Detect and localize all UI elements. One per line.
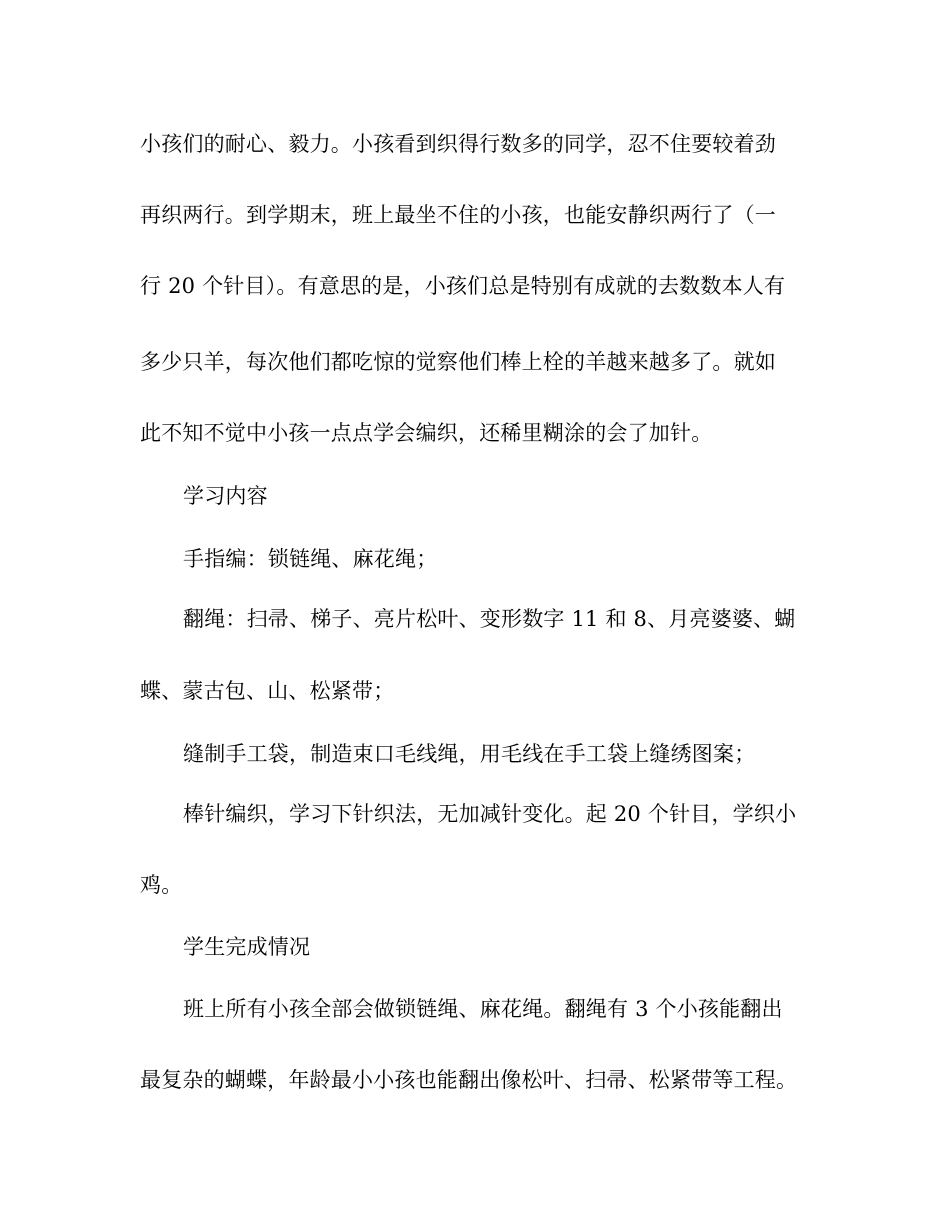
list-item: 翻绳：扫帚、梯子、亮片松叶、变形数字 11 和 8、月亮婆婆、蝴 [183,607,796,631]
list-item: 棒针编织，学习下针织法，无加减针变化。起 20 个针目，学织小 [183,802,797,826]
paragraph-line: 多少只羊，每次他们都吃惊的觉察他们棒上栓的羊越来越多了。就如 [140,350,776,374]
paragraph-line: 最复杂的蝴蝶，年龄最小小孩也能翻出像松叶、扫帚、松紧带等工程。 [140,1068,798,1092]
list-item: 缝制手工袋，制造束口毛线绳，用毛线在手工袋上缝绣图案； [183,742,756,766]
paragraph-line: 此不知不觉中小孩一点点学会编织，还稀里糊涂的会了加针。 [140,421,713,445]
paragraph-line: 行 20 个针目）。有意思的是，小孩们总是特别有成就的去数数本人有 [140,274,786,298]
list-item: 手指编：锁链绳、麻花绳； [183,547,438,571]
list-item-continuation: 鸡。 [140,873,183,897]
list-item-continuation: 蝶、蒙古包、山、松紧带； [140,679,395,703]
paragraph-line: 小孩们的耐心、毅力。小孩看到织得行数多的同学，忍不住要较着劲 [140,132,776,156]
section-heading-learning-content: 学习内容 [183,484,268,508]
paragraph-line: 班上所有小孩全部会做锁链绳、麻花绳。翻绳有 3 个小孩能翻出 [183,997,783,1021]
section-heading-student-completion: 学生完成情况 [183,935,311,959]
paragraph-line: 再织两行。到学期末，班上最坐不住的小孩，也能安静织两行了（一 [140,203,776,227]
